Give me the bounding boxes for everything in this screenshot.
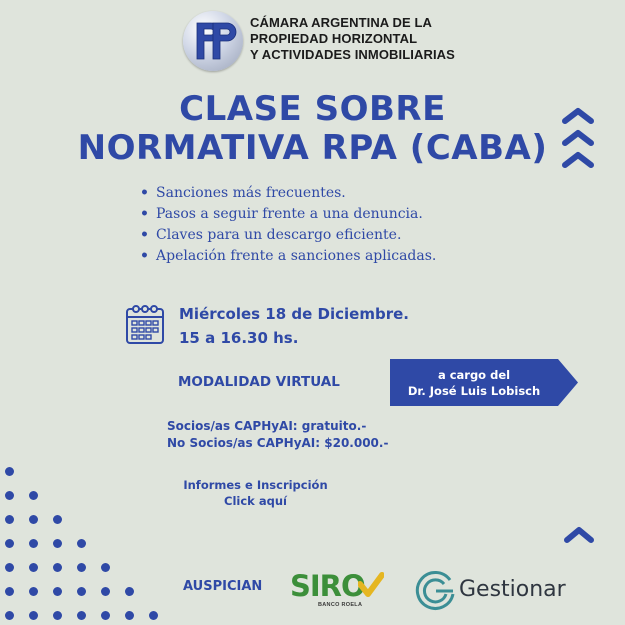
list-item: • Claves para un descargo eficiente. (140, 225, 436, 246)
list-item: • Sanciones más frecuentes. (140, 183, 436, 204)
decorative-dot (29, 587, 38, 596)
registration-info[interactable] (0, 477, 511, 509)
speaker-name: Dr. José Luis Lobisch (407, 384, 541, 398)
organization-logo (183, 11, 243, 71)
price-members: Socios/as CAPHyAI: gratuito.- (167, 419, 367, 433)
decorative-dot (53, 587, 62, 596)
decorative-dot (77, 611, 86, 620)
decorative-dot (29, 563, 38, 572)
title-line-2: NORMATIVA RPA (CABA) (77, 128, 548, 168)
check-icon (358, 572, 384, 598)
calendar-icon (125, 303, 165, 345)
event-datetime (179, 302, 409, 350)
chevron-up-icon (560, 103, 596, 177)
title-line-1: CLASE SOBRE (179, 89, 446, 129)
decorative-dot (149, 611, 158, 620)
decorative-dot (5, 587, 14, 596)
pricing (167, 418, 388, 452)
gestionar-logo-icon (415, 570, 457, 612)
decorative-dot (29, 491, 38, 500)
siro-wordmark: SIRO (290, 569, 365, 603)
chevron-up-icon (562, 524, 596, 546)
decorative-dot (5, 539, 14, 548)
organization-name (250, 15, 455, 63)
list-item: • Apelación frente a sanciones aplicadas. (140, 246, 436, 267)
price-non-members: No Socios/as CAPHyAI: $20.000.- (167, 436, 389, 450)
decorative-dot (5, 563, 14, 572)
decorative-dot (5, 467, 14, 476)
info-label: Informes e Inscripción (183, 478, 328, 492)
gestionar-wordmark: Gestionar (459, 577, 566, 602)
speaker-banner (390, 359, 578, 406)
decorative-dot (101, 611, 110, 620)
decorative-dot (5, 515, 14, 524)
event-modality: MODALIDAD VIRTUAL (178, 374, 340, 390)
decorative-dot (29, 515, 38, 524)
decorative-dot (101, 587, 110, 596)
list-item: • Pasos a seguir frente a una denuncia. (140, 204, 436, 225)
decorative-dot (101, 563, 110, 572)
decorative-dot (5, 491, 14, 500)
speaker-line-1: a cargo del (437, 368, 511, 382)
organization-line-3: Y ACTIVIDADES INMOBILIARIAS (250, 47, 455, 62)
organization-line-2: PROPIEDAD HORIZONTAL (250, 31, 418, 46)
topics-list (140, 183, 436, 267)
decorative-dot (125, 611, 134, 620)
decorative-dot (29, 539, 38, 548)
siro-subtitle: BANCO ROELA (318, 602, 363, 608)
sponsors-label: AUSPICIAN (183, 579, 263, 594)
decorative-dot (77, 587, 86, 596)
click-here-link[interactable]: Click aquí (224, 494, 287, 508)
decorative-dot (53, 515, 62, 524)
decorative-dot (77, 539, 86, 548)
decorative-dot (29, 611, 38, 620)
organization-line-1: CÁMARA ARGENTINA DE LA (250, 15, 433, 30)
decorative-dot (5, 611, 14, 620)
event-time: 15 a 16.30 hs. (179, 329, 299, 347)
decorative-dot (53, 563, 62, 572)
event-date: Miércoles 18 de Diciembre. (179, 305, 409, 323)
page-title (0, 90, 625, 168)
decorative-dot (77, 563, 86, 572)
ph-logo-icon (183, 11, 243, 71)
decorative-dot (53, 539, 62, 548)
decorative-dot (53, 611, 62, 620)
decorative-dot (125, 587, 134, 596)
